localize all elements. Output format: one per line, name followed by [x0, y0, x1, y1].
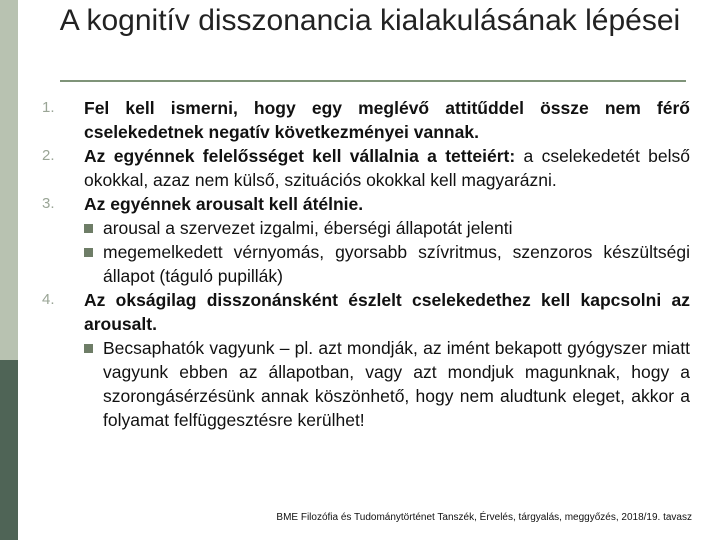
sidebar-top-band	[0, 0, 18, 360]
slide-title: A kognitív disszonancia kialakulásának lépései	[59, 4, 681, 37]
slide-footer: BME Filozófia és Tudománytörténet Tanszék, Érvelés, tárgyalás, meggyőzés, 2018/19. tavasz	[276, 512, 692, 523]
sub-bullet-text: arousal a szervezet izgalmi, éberségi állapotát jelenti	[103, 218, 513, 238]
item-bold-text: Fel kell ismerni, hogy egy meglévő attitűddel össze nem férő cselekedetnek negatív következményei vannak.	[84, 98, 690, 142]
item-number: 4.	[42, 291, 55, 308]
item-bold-text: Az okságilag disszonánsként észlelt cselekedethez kell kapcsolni az arousalt.	[84, 290, 690, 334]
item-bold-text: Az egyénnek arousalt kell átélnie.	[84, 194, 364, 214]
sub-bullet	[42, 336, 690, 432]
item-number: 1.	[42, 99, 55, 116]
slide-content	[42, 96, 690, 432]
sub-bullet	[42, 240, 690, 288]
square-bullet-icon	[84, 344, 93, 353]
square-bullet-icon	[84, 224, 93, 233]
sidebar-decoration	[0, 0, 18, 540]
item-number: 3.	[42, 195, 55, 212]
sub-bullet-text: megemelkedett vérnyomás, gyorsabb szívritmus, szenzoros készültségi állapot (táguló pupillák)	[103, 242, 690, 286]
list-item-1	[42, 96, 690, 144]
item-bold-text: Az egyénnek felelősséget kell vállalnia a tetteiért:	[84, 146, 516, 166]
list-item-3	[42, 192, 690, 216]
item-text: a cselekedetét belső okokkal, azaz nem külső, szituációs okokkal kell magyarázni.	[84, 146, 690, 190]
sidebar-bottom-band	[0, 360, 18, 540]
title-divider	[60, 80, 686, 82]
sub-bullet	[42, 216, 690, 240]
square-bullet-icon	[84, 248, 93, 257]
list-item-4	[42, 288, 690, 336]
item-number: 2.	[42, 147, 55, 164]
sub-bullet-text: Becsaphatók vagyunk – pl. azt mondják, az imént bekapott gyógyszer miatt vagyunk ebben az állapotban, vagy azt mondjuk magunknak, hogy a szorongásérzésünk annak köszönhető, hogy nem aludtunk eleget, akkor a folyamat felfüggesztésre kerülhet!	[103, 338, 690, 430]
list-item-2	[42, 144, 690, 192]
